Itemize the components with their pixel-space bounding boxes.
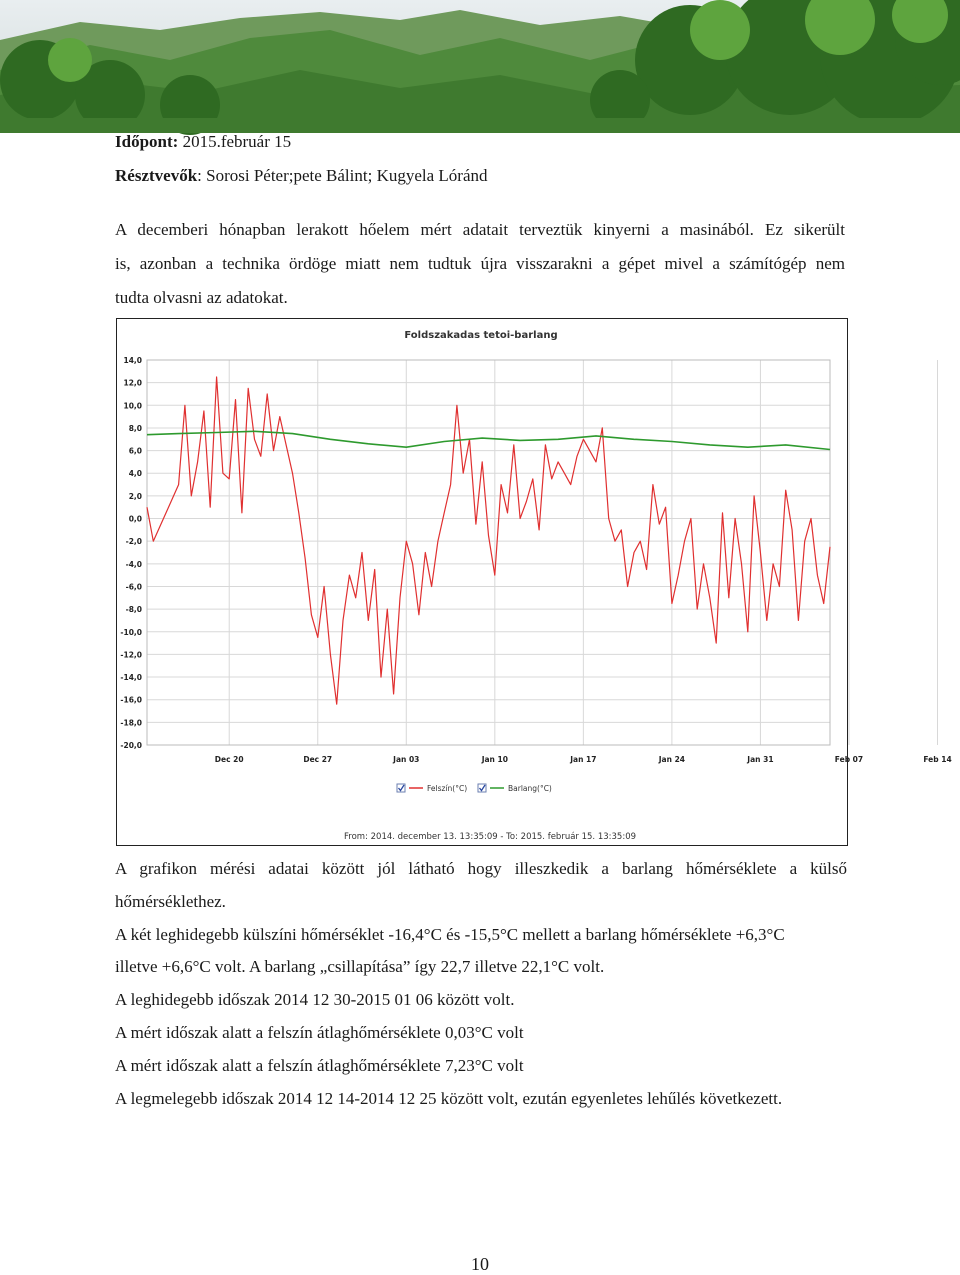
y-tick-label: 8,0 <box>128 423 142 433</box>
body-line-4: illetve +6,6°C volt. A barlang „csillapítása” így 22,7 illetve 22,1°C volt. <box>115 957 605 977</box>
x-tick-label: Feb 07 <box>834 755 864 764</box>
date-label: Időpont: <box>115 132 179 151</box>
temperature-chart <box>116 318 952 846</box>
x-tick-label: Dec 20 <box>214 755 244 764</box>
chart-canvas <box>117 319 952 844</box>
x-tick-label: Feb 14 <box>923 755 952 764</box>
y-tick-label: 4,0 <box>128 469 142 479</box>
y-tick-label: 12,0 <box>123 378 142 388</box>
x-tick-label: Jan 10 <box>481 755 508 764</box>
intro-line-1: A decemberi hónapban lerakott hőelem mért adatait terveztük kinyerni a masinából. Ez sikerült <box>115 220 845 239</box>
y-tick-label: -14,0 <box>120 673 142 683</box>
y-tick-label: -2,0 <box>125 537 142 547</box>
date-range-label: From: 2014. december 13. 13:35:09 - To: 2015. február 15. 13:35:09 <box>344 832 637 842</box>
y-tick-label: -6,0 <box>125 582 142 592</box>
chart-title: Foldszakadas tetoi-barlang <box>404 330 558 341</box>
y-tick-label: -20,0 <box>120 741 142 750</box>
legend-label: Felszín(°C) <box>427 784 468 793</box>
participants-value: : Sorosi Péter;pete Bálint; Kugyela Lóránd <box>197 166 488 185</box>
x-tick-label: Jan 31 <box>747 755 774 764</box>
x-tick-label: Jan 17 <box>570 755 597 764</box>
y-tick-label: -16,0 <box>120 695 142 705</box>
date-value: 2015.február 15 <box>178 132 292 151</box>
intro-line-3: tudta olvasni az adatokat. <box>115 288 288 307</box>
y-tick-label: 10,0 <box>123 401 142 411</box>
body-line-6: A mért időszak alatt a felszín átlaghőmérséklete 0,03°C volt <box>115 1022 524 1042</box>
body-line-3: A két leghidegebb külszíni hőmérséklet -16,4°C és -15,5°C mellett a barlang hőmérséklete +6,3°C <box>115 924 785 944</box>
cave-temperature-line <box>147 431 830 449</box>
plot-area-border <box>147 360 830 745</box>
body-line-8: A legmelegebb időszak 2014 12 14-2014 12 25 között volt, ezután egyenletes lehűlés következett. <box>115 1088 783 1108</box>
y-tick-label: -10,0 <box>120 627 142 637</box>
body-line-5: A leghidegebb időszak 2014 12 30-2015 01 06 között volt. <box>115 990 515 1010</box>
y-tick-label: 2,0 <box>128 491 142 501</box>
date-line <box>115 132 291 152</box>
intro-paragraph <box>115 213 845 315</box>
participants-label: Résztvevők <box>115 166 198 185</box>
y-tick-label: -4,0 <box>125 559 142 569</box>
body-line-7: A mért időszak alatt a felszín átlaghőmérséklete 7,23°C volt <box>115 1055 524 1075</box>
y-tick-label: -12,0 <box>120 650 142 660</box>
x-tick-label: Jan 03 <box>393 755 420 764</box>
y-tick-label: 14,0 <box>123 356 142 365</box>
y-tick-label: 0,0 <box>128 514 142 524</box>
body-line-2: hőmérséklethez. <box>115 891 226 911</box>
legend-label: Barlang(°C) <box>508 784 552 793</box>
y-tick-label: -8,0 <box>125 605 142 615</box>
body-line-1: A grafikon mérési adatai között jól látható hogy illeszkedik a barlang hőmérséklete a külső <box>115 859 847 878</box>
y-tick-label: 6,0 <box>128 446 142 456</box>
x-tick-label: Dec 27 <box>303 755 333 764</box>
landscape-banner-image <box>0 0 960 133</box>
y-tick-label: -18,0 <box>120 718 142 728</box>
participants-line <box>115 166 488 186</box>
x-tick-label: Jan 24 <box>658 755 686 764</box>
page-number: 10 <box>471 1254 489 1274</box>
intro-line-2: is, azonban a technika ördöge miatt nem tudtuk újra visszarakni a gépet mivel a számítógép nem <box>115 254 845 273</box>
analysis-text <box>115 853 847 1115</box>
surface-temperature-line <box>147 377 830 704</box>
